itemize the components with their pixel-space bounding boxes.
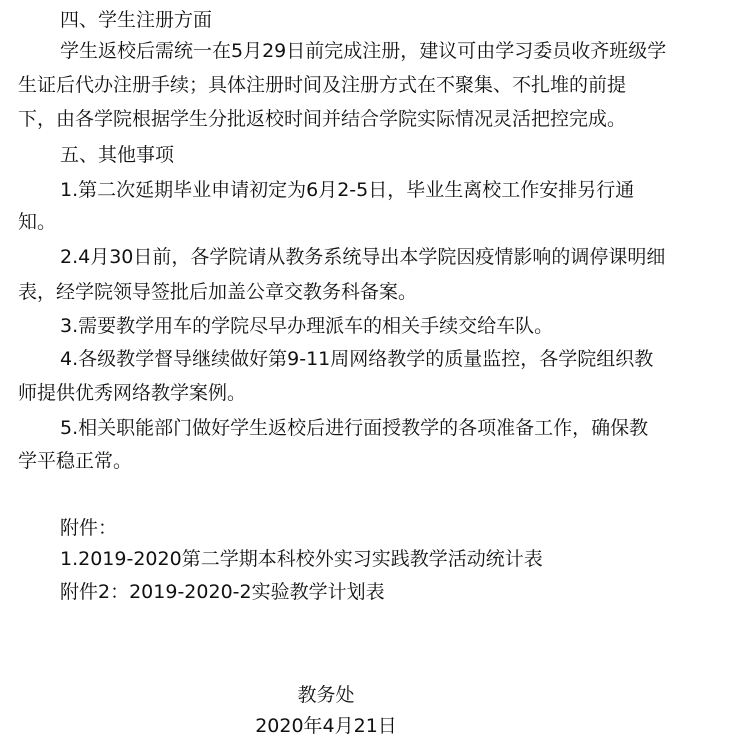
attachment-item-1: 1.2019-2020第二学期本科校外实习实践教学活动统计表 [60,548,543,570]
section-4-paragraph-line-1: 学生返校后需统一在5月29日前完成注册，建议可由学习委员收齐班级学 [60,40,667,62]
signature-office: 教务处 [297,684,355,706]
attachment-item-2: 附件2：2019-2020-2实验教学计划表 [60,581,385,603]
section-4-paragraph-line-2: 生证后代办注册手续；具体注册时间及注册方式在不聚集、不扎堆的前提 [18,74,627,96]
item-5-line-1: 5.相关职能部门做好学生返校后进行面授教学的各项准备工作，确保教 [60,417,649,439]
attachments-label: 附件： [60,517,118,539]
item-5-line-2: 学平稳正常。 [18,450,133,472]
section-4-paragraph-line-3: 下，由各学院根据学生分批返校时间并结合学院实际情况灵活把控完成。 [18,108,627,130]
item-4-line-2: 师提供优秀网络教学案例。 [18,382,247,404]
item-1-line-2: 知。 [18,211,57,233]
section-4-heading: 四、学生注册方面 [60,9,213,31]
item-3-line-1: 3.需要教学用车的学院尽早办理派车的相关手续交给车队。 [60,315,554,337]
item-2-line-2: 表，经学院领导签批后加盖公章交教务科备案。 [18,281,418,303]
item-2-line-1: 2.4月30日前，各学院请从教务系统导出本学院因疫情影响的调停课明细 [60,246,666,268]
item-4-line-1: 4.各级教学督导继续做好第9-11周网络教学的质量监控，各学院组织教 [60,348,654,370]
item-1-line-1: 1.第二次延期毕业申请初定为6月2-5日，毕业生离校工作安排另行通 [60,179,635,201]
section-5-heading: 五、其他事项 [60,144,175,166]
signature-date: 2020年4月21日 [255,715,397,737]
